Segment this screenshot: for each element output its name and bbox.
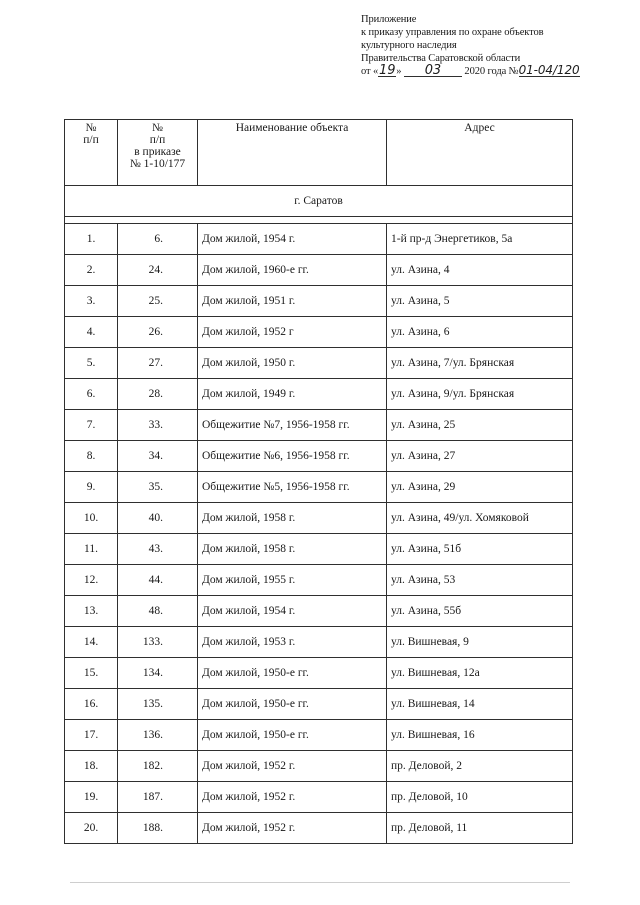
- row-number: 11.: [65, 534, 118, 565]
- row-number: 18.: [65, 751, 118, 782]
- order-item-number: 44.: [118, 565, 198, 596]
- object-address: ул. Азина, 51б: [387, 534, 573, 565]
- day-open-quote: «: [373, 66, 379, 77]
- object-address: ул. Азина, 29: [387, 472, 573, 503]
- header-object-name: Наименование объекта: [198, 120, 387, 186]
- row-number: 3.: [65, 286, 118, 317]
- object-address: ул. Азина, 25: [387, 410, 573, 441]
- table-row: [65, 782, 573, 813]
- object-name: Дом жилой, 1960-е гг.: [198, 255, 387, 286]
- object-name: Дом жилой, 1951 г.: [198, 286, 387, 317]
- city-section-row: [65, 186, 573, 217]
- object-name: Дом жилой, 1954 г.: [198, 224, 387, 255]
- order-item-number: 40.: [118, 503, 198, 534]
- day-close-quote: »: [396, 66, 402, 77]
- object-address: ул. Азина, 53: [387, 565, 573, 596]
- government-name: Правительства Саратовской области: [361, 53, 521, 64]
- table-row: [65, 255, 573, 286]
- table-row: [65, 813, 573, 844]
- object-name: Дом жилой, 1950-е гг.: [198, 689, 387, 720]
- object-name: Дом жилой, 1950-е гг.: [198, 720, 387, 751]
- scan-edge-mark: [70, 882, 570, 883]
- order-item-number: 26.: [118, 317, 198, 348]
- row-number: 12.: [65, 565, 118, 596]
- table-row: [65, 720, 573, 751]
- table-row: [65, 317, 573, 348]
- object-name: Дом жилой, 1954 г.: [198, 596, 387, 627]
- object-name: Дом жилой, 1949 г.: [198, 379, 387, 410]
- table-header-row: [65, 120, 573, 186]
- row-number: 8.: [65, 441, 118, 472]
- table-row: [65, 627, 573, 658]
- object-address: пр. Деловой, 10: [387, 782, 573, 813]
- row-number: 9.: [65, 472, 118, 503]
- order-item-number: 133.: [118, 627, 198, 658]
- row-number: 20.: [65, 813, 118, 844]
- order-month: 03: [404, 65, 462, 77]
- table-row: [65, 596, 573, 627]
- object-address: ул. Азина, 4: [387, 255, 573, 286]
- table-row: [65, 534, 573, 565]
- row-number: 4.: [65, 317, 118, 348]
- order-item-number: 6.: [118, 224, 198, 255]
- table-row: [65, 658, 573, 689]
- object-address: ул. Азина, 27: [387, 441, 573, 472]
- order-item-number: 43.: [118, 534, 198, 565]
- object-name: Дом жилой, 1952 г.: [198, 751, 387, 782]
- row-number: 1.: [65, 224, 118, 255]
- object-name: Дом жилой, 1958 г.: [198, 534, 387, 565]
- table-row: [65, 565, 573, 596]
- object-address: ул. Вишневая, 12а: [387, 658, 573, 689]
- row-number: 10.: [65, 503, 118, 534]
- object-address: ул. Азина, 7/ул. Брянская: [387, 348, 573, 379]
- object-address: ул. Вишневая, 9: [387, 627, 573, 658]
- header-address: Адрес: [387, 120, 573, 186]
- row-number: 7.: [65, 410, 118, 441]
- object-address: пр. Деловой, 11: [387, 813, 573, 844]
- object-address: пр. Деловой, 2: [387, 751, 573, 782]
- table-row: [65, 379, 573, 410]
- object-name: Дом жилой, 1952 г.: [198, 782, 387, 813]
- object-name: Дом жилой, 1953 г.: [198, 627, 387, 658]
- table-row: [65, 224, 573, 255]
- row-number: 14.: [65, 627, 118, 658]
- order-item-number: 34.: [118, 441, 198, 472]
- appendix-title: Приложение: [361, 14, 417, 25]
- object-name: Дом жилой, 1952 г: [198, 317, 387, 348]
- object-address: ул. Азина, 9/ул. Брянская: [387, 379, 573, 410]
- order-item-number: 27.: [118, 348, 198, 379]
- object-address: 1-й пр-д Энергетиков, 5а: [387, 224, 573, 255]
- order-item-number: 28.: [118, 379, 198, 410]
- object-address: ул. Азина, 5: [387, 286, 573, 317]
- city-name: г. Саратов: [65, 186, 573, 217]
- order-item-number: 48.: [118, 596, 198, 627]
- object-address: ул. Азина, 55б: [387, 596, 573, 627]
- order-item-number: 182.: [118, 751, 198, 782]
- order-item-number: 25.: [118, 286, 198, 317]
- table-row: [65, 751, 573, 782]
- order-reference-line: культурного наследия: [361, 40, 457, 51]
- order-number: 01-04/120: [518, 63, 580, 77]
- order-item-number: 35.: [118, 472, 198, 503]
- order-item-number: 134.: [118, 658, 198, 689]
- table-row: [65, 286, 573, 317]
- date-prefix: от: [361, 66, 371, 77]
- object-name: Дом жилой, 1955 г.: [198, 565, 387, 596]
- object-address: ул. Вишневая, 14: [387, 689, 573, 720]
- object-address: ул. Азина, 6: [387, 317, 573, 348]
- order-day: 19: [379, 63, 396, 78]
- row-number: 5.: [65, 348, 118, 379]
- table-row: [65, 472, 573, 503]
- heritage-objects-table: [64, 119, 573, 844]
- object-address: ул. Азина, 49/ул. Хомяковой: [387, 503, 573, 534]
- table-row: [65, 441, 573, 472]
- order-date-line: [361, 65, 631, 78]
- row-number: 6.: [65, 379, 118, 410]
- object-address: ул. Вишневая, 16: [387, 720, 573, 751]
- row-number: 2.: [65, 255, 118, 286]
- table-row: [65, 348, 573, 379]
- order-year-text: 2020 года №: [464, 66, 519, 77]
- object-name: Общежитие №6, 1956-1958 гг.: [198, 441, 387, 472]
- order-item-number: 187.: [118, 782, 198, 813]
- row-number: 19.: [65, 782, 118, 813]
- order-item-number: 135.: [118, 689, 198, 720]
- order-item-number: 136.: [118, 720, 198, 751]
- row-number: 15.: [65, 658, 118, 689]
- object-name: Общежитие №7, 1956-1958 гг.: [198, 410, 387, 441]
- row-number: 13.: [65, 596, 118, 627]
- object-name: Дом жилой, 1958 г.: [198, 503, 387, 534]
- order-item-number: 33.: [118, 410, 198, 441]
- row-number: 17.: [65, 720, 118, 751]
- header-order-number: № п/п в приказе № 1-10/177: [118, 120, 198, 186]
- object-name: Дом жилой, 1950-е гг.: [198, 658, 387, 689]
- table-row: [65, 503, 573, 534]
- object-name: Дом жилой, 1952 г.: [198, 813, 387, 844]
- appendix-header: [361, 13, 631, 78]
- table-row: [65, 410, 573, 441]
- spacer-row: [65, 217, 573, 224]
- object-name: Общежитие №5, 1956-1958 гг.: [198, 472, 387, 503]
- table-row: [65, 689, 573, 720]
- order-item-number: 188.: [118, 813, 198, 844]
- object-name: Дом жилой, 1950 г.: [198, 348, 387, 379]
- order-item-number: 24.: [118, 255, 198, 286]
- order-reference-line: к приказу управления по охране объектов: [361, 27, 544, 38]
- header-row-number: № п/п: [65, 120, 118, 186]
- row-number: 16.: [65, 689, 118, 720]
